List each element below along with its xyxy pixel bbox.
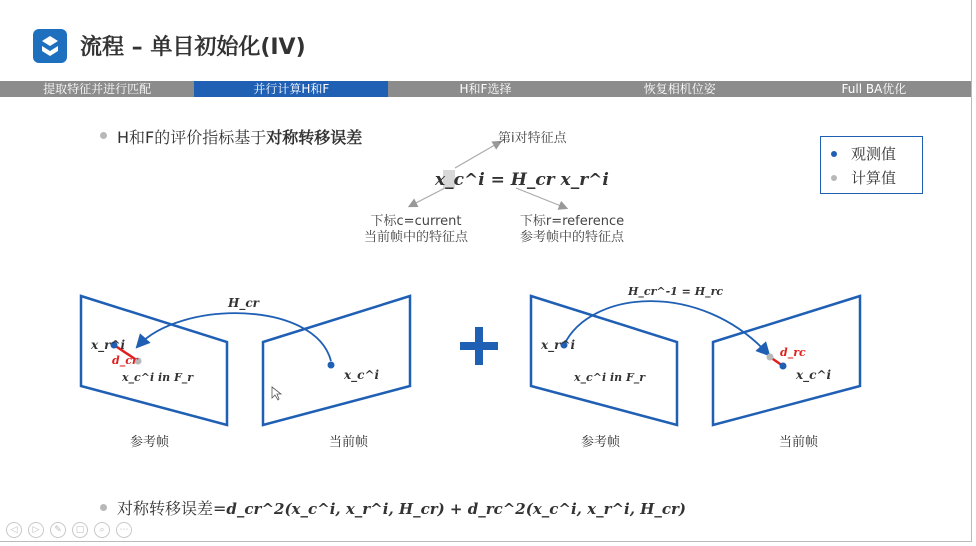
bullet-dot-bottom — [100, 504, 107, 511]
nav-item-extract[interactable]: 提取特征并进行匹配 — [43, 82, 152, 96]
cur-frame-plane-left — [263, 296, 410, 425]
homography-arrow-right — [564, 301, 768, 354]
presentation-toolbar — [6, 522, 132, 538]
note-pair-index: 第i对特征点 — [498, 131, 567, 146]
ref-sub-label-right: x_c^i in F_r — [574, 371, 646, 384]
note-reference-line1: 下标r=reference — [519, 214, 625, 229]
nav-item-hf-select[interactable]: H和F选择 — [459, 82, 512, 96]
bottom-formula — [117, 496, 686, 519]
cur-frame-plane-right — [713, 296, 860, 425]
annotation-arrow-top — [455, 142, 500, 168]
arrow-label-left: H_cr — [228, 296, 259, 310]
caption-cur-right: 当前帧 — [779, 435, 819, 450]
legend-observed — [831, 143, 896, 164]
note-current-line2: 当前帧中的特征点 — [363, 230, 468, 245]
main-equation: x_c^i = H_cr x_r^i — [435, 170, 609, 190]
pen-icon[interactable]: ✎ — [50, 522, 66, 538]
next-icon[interactable]: ▷ — [28, 522, 44, 538]
bullet-metric-text: H和F的评价指标基于 — [117, 128, 267, 147]
ref-frame-plane-right — [531, 296, 677, 425]
nav-item-recover-pose[interactable]: 恢复相机位姿 — [643, 82, 716, 96]
dist-label-right: d_rc — [780, 346, 806, 359]
nav-item-full-ba[interactable]: Full BA优化 — [841, 82, 907, 96]
ref-point-label-left: x_r^i — [91, 338, 126, 352]
legend-observed-label: 观测值 — [851, 145, 897, 163]
caption-cur-left: 当前帧 — [329, 435, 369, 450]
note-current — [354, 214, 478, 246]
legend-computed-label: 计算值 — [851, 169, 897, 187]
page-title: 流程 – 单目初始化(IV) — [80, 35, 306, 60]
computed-dot-icon — [831, 175, 837, 181]
projected-point-right — [767, 354, 774, 361]
annotation-arrow-left — [410, 188, 445, 206]
plus-vertical — [475, 327, 483, 365]
more-icon[interactable]: ⋯ — [116, 522, 132, 538]
cur-point-label-left: x_c^i — [344, 368, 380, 382]
dist-label-left: d_cr — [112, 354, 138, 367]
caption-ref-left: 参考帧 — [130, 435, 170, 450]
copy-icon[interactable]: ▢ — [72, 522, 88, 538]
homography-arrow-left — [138, 313, 331, 361]
bullet-metric-bold: 对称转移误差 — [266, 128, 363, 147]
cur-point-label-right: x_c^i — [796, 368, 832, 382]
note-reference-line2: 参考帧中的特征点 — [519, 230, 624, 245]
legend-box — [820, 136, 923, 194]
caption-ref-right: 参考帧 — [581, 435, 621, 450]
mouse-cursor-icon — [272, 387, 281, 400]
cur-point-left — [328, 362, 335, 369]
arrow-label-right: H_cr^-1 = H_rc — [628, 285, 724, 298]
legend-computed — [831, 167, 896, 188]
bottom-formula-prefix: 对称转移误差= — [117, 499, 227, 518]
nav-item-compute-hf[interactable]: 并行计算H和F — [194, 81, 388, 97]
proj-label-left: x_c^i in F_r — [122, 371, 194, 384]
prev-icon[interactable]: ◁ — [6, 522, 22, 538]
bottom-formula-math: d_cr^2(x_c^i, x_r^i, H_cr) + d_rc^2(x_c^i, x_r^i, H_cr) — [226, 500, 686, 518]
cur-point-right — [780, 363, 787, 370]
note-current-line1: 下标c=current — [370, 214, 462, 229]
search-icon[interactable]: ⌕ — [94, 522, 110, 538]
observed-dot-icon — [831, 151, 837, 157]
ref-point-label-right: x_r^i — [541, 338, 576, 352]
note-reference — [510, 214, 634, 246]
annotation-arrow-right — [516, 188, 566, 208]
